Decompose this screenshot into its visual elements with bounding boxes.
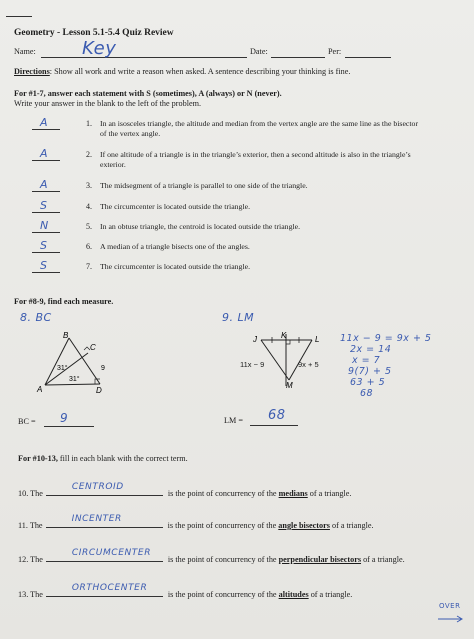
- directions-text: : Show all work and write a reason when asked. A sentence describing your thinking is fine.: [49, 67, 351, 76]
- per-blank[interactable]: [345, 57, 391, 58]
- answer-text: S: [40, 199, 48, 212]
- answer-blank[interactable]: [32, 232, 60, 233]
- answer-text: S: [40, 259, 48, 272]
- q9-work-line: 68: [360, 388, 374, 399]
- q9-work-line: x = 7: [352, 355, 381, 366]
- question-text: The circumcenter is located outside the triangle.: [100, 202, 251, 211]
- item-number: 10. The: [18, 489, 43, 498]
- q8-answer: 9: [60, 411, 69, 425]
- item-number: 13. The: [18, 590, 43, 599]
- answer-blank[interactable]: [32, 129, 60, 130]
- q9-answer-label: LM =: [224, 416, 243, 425]
- item-term: perpendicular bisectors: [278, 555, 362, 564]
- answer-text: A: [40, 178, 49, 191]
- section3-intro-bold: For #10-13,: [18, 454, 58, 463]
- directions-label: Directions: [14, 67, 50, 76]
- q8-answer-blank[interactable]: [44, 426, 94, 427]
- term-answer: ORTHOCENTER: [71, 583, 148, 593]
- term-blank[interactable]: [46, 548, 163, 562]
- question-text: The midsegment of a triangle is parallel to one side of the triangle.: [100, 181, 308, 190]
- q8-side-ad: [45, 384, 100, 385]
- answer-blank[interactable]: [32, 212, 60, 213]
- section2-intro: [14, 297, 113, 306]
- q8-point-c: C: [90, 343, 96, 352]
- answer-blank[interactable]: [32, 191, 60, 192]
- q8-diagram: [30, 326, 140, 396]
- q8-point-b: B: [63, 331, 69, 340]
- answer-text: S: [40, 239, 48, 252]
- item-middle-text: is the point of concurrency of the: [167, 555, 277, 564]
- name-blank[interactable]: [41, 57, 247, 58]
- name-label: Name:: [14, 47, 36, 56]
- section3-intro-rest: fill in each blank with the correct term.: [57, 454, 188, 463]
- q9-work-line: 11x − 9 = 9x + 5: [340, 333, 432, 344]
- date-blank[interactable]: [271, 57, 325, 58]
- question-text: A median of a triangle bisects one of the angles.: [100, 242, 250, 251]
- name-value: Key: [82, 38, 117, 59]
- term-answer: CENTROID: [71, 482, 124, 492]
- answer-blank[interactable]: [32, 160, 60, 161]
- q9-right-expr: 9x + 5: [298, 360, 319, 369]
- answer-blank[interactable]: [32, 272, 60, 273]
- answer-text: A: [40, 116, 49, 129]
- answer-text: A: [40, 147, 49, 160]
- term-blank[interactable]: [46, 514, 163, 528]
- item-end-text: of a triangle.: [309, 489, 352, 498]
- term-blank[interactable]: [46, 583, 163, 597]
- term-answer: CIRCUMCENTER: [71, 548, 152, 558]
- section1-intro: For #1-7, answer each statement with S (sometimes), A (always) or N (never).: [14, 89, 282, 98]
- answer-blank[interactable]: [32, 252, 60, 253]
- q9-work: [340, 333, 431, 399]
- q9-segment-jm: [261, 340, 289, 380]
- q8-triangle-figure: [30, 326, 140, 396]
- q8-answer-label: BC =: [18, 417, 36, 426]
- section1-intro-line2: Write your answer in the blank to the left of the problem.: [14, 99, 202, 108]
- q9-point-j: J: [253, 335, 257, 344]
- item-term: medians: [278, 489, 308, 498]
- over-arrow-icon: [437, 610, 465, 618]
- page-title: Geometry - Lesson 5.1-5.4 Quiz Review: [14, 28, 174, 38]
- fill-in-item: [18, 482, 352, 498]
- q9-point-m: M: [286, 381, 293, 390]
- over-note: OVER: [439, 602, 461, 610]
- item-middle-text: is the point of concurrency of the: [167, 489, 277, 498]
- question-number: 3.: [86, 181, 92, 190]
- question-number: 7.: [86, 262, 92, 271]
- q9-work-line: 9(7) + 5: [348, 366, 392, 377]
- q9-left-expr: 11x − 9: [240, 360, 265, 369]
- directions: [14, 67, 350, 76]
- q9-answer: 68: [268, 408, 286, 423]
- q9-label: 9. LM: [222, 311, 255, 324]
- question-text: The circumcenter is located outside the triangle.: [100, 262, 251, 271]
- question-number: 1.: [86, 119, 92, 128]
- question-text: In an obtuse triangle, the centroid is located outside the triangle.: [100, 222, 301, 231]
- fill-in-item: [18, 583, 353, 599]
- answer-text: N: [40, 219, 49, 232]
- section2-intro-text: For #8-9, find each measure.: [14, 297, 114, 306]
- question-number: 2.: [86, 150, 92, 159]
- fill-in-item: [18, 514, 374, 530]
- top-rule: [6, 16, 32, 17]
- question-number: 6.: [86, 242, 92, 251]
- date-label: Date:: [250, 47, 268, 56]
- item-number: 12. The: [18, 555, 43, 564]
- term-answer: INCENTER: [71, 514, 122, 524]
- section3-intro: [18, 454, 188, 463]
- q8-side-ab: [45, 338, 69, 385]
- q9-point-k: K: [281, 331, 287, 340]
- q8-point-d: D: [96, 386, 102, 395]
- q9-work-line: 63 + 5: [350, 377, 386, 388]
- per-label: Per:: [328, 47, 342, 56]
- q9-right-angle: [286, 340, 290, 344]
- question-number: 5.: [86, 222, 92, 231]
- item-term: altitudes: [278, 590, 309, 599]
- q8-side-length: 9: [101, 365, 105, 372]
- item-middle-text: is the point of concurrency of the: [167, 521, 277, 530]
- q8-angle1: 31°: [57, 365, 68, 372]
- question-text: If one altitude of a triangle is in the triangle’s exterior, then a second altitude is also in the triangle’s exterior.: [100, 150, 411, 169]
- item-middle-text: is the point of concurrency of the: [167, 590, 277, 599]
- q8-point-a: A: [37, 385, 43, 394]
- item-end-text: of a triangle.: [310, 590, 353, 599]
- term-blank[interactable]: [46, 482, 163, 496]
- question-number: 4.: [86, 202, 92, 211]
- item-term: angle bisectors: [278, 521, 330, 530]
- q9-work-line: 2x = 14: [350, 344, 392, 355]
- q9-point-l: L: [315, 335, 320, 344]
- q8-label: 8. BC: [20, 311, 52, 324]
- question-text: In an isosceles triangle, the altitude and median from the vertex angle are the same line as the bisector of the vertex angle.: [100, 119, 419, 138]
- item-number: 11. The: [18, 521, 43, 530]
- q8-angle2: 31°: [69, 376, 80, 383]
- item-end-text: of a triangle.: [331, 521, 374, 530]
- q9-answer-blank[interactable]: [250, 425, 298, 426]
- fill-in-item: [18, 548, 405, 564]
- item-end-text: of a triangle.: [363, 555, 405, 564]
